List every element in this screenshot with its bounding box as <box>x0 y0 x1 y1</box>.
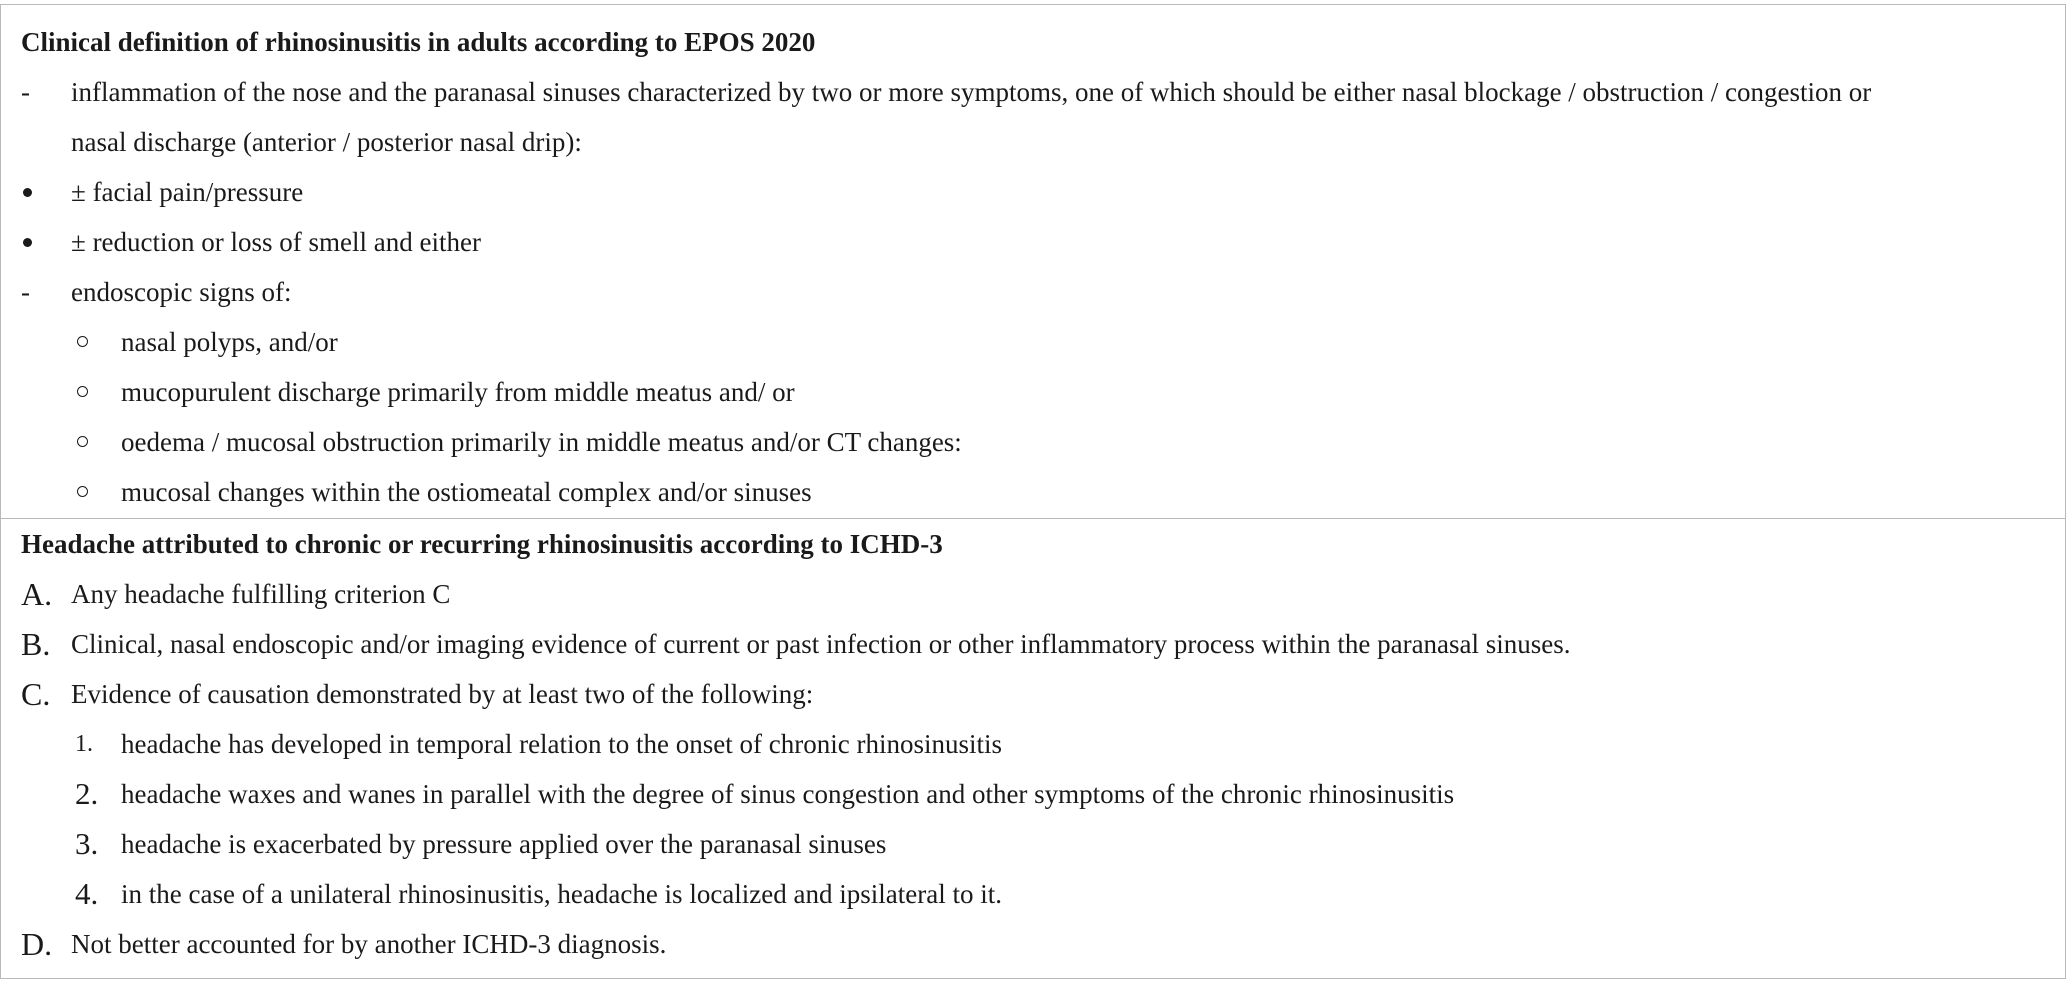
epos-section <box>1 5 2065 518</box>
list-item-text: ± reduction or loss of smell and either <box>71 227 481 257</box>
list-item-text: oedema / mucosal obstruction primarily in middle meatus and/or CT changes: <box>121 427 962 457</box>
criterion-text: Evidence of causation demonstrated by at least two of the following: <box>71 679 814 709</box>
list-item-text: ± facial pain/pressure <box>71 177 304 207</box>
list-item-text: mucopurulent discharge primarily from middle meatus and/ or <box>121 377 795 407</box>
circle-bullet-icon <box>77 386 88 397</box>
sub-criterion-number: 2. <box>75 776 99 811</box>
criterion-letter: B. <box>21 626 51 662</box>
list-item-continuation <box>1 117 2065 167</box>
sub-criterion-item <box>1 769 2065 819</box>
sub-list-item <box>1 367 2065 417</box>
criterion-text: headache waxes and wanes in parallel with the degree of sinus congestion and other symptoms of the chronic rhinosinusitis <box>121 779 1455 809</box>
list-item-text: nasal discharge (anterior / posterior nasal drip): <box>71 127 582 157</box>
circle-bullet-icon <box>77 436 88 447</box>
criterion-item <box>1 569 2065 619</box>
list-item-text: endoscopic signs of: <box>71 277 292 307</box>
sub-list-item <box>1 417 2065 467</box>
criterion-text: headache has developed in temporal relation to the onset of chronic rhinosinusitis <box>121 729 1002 759</box>
sub-criterion-number: 4. <box>75 876 99 911</box>
criterion-letter: D. <box>21 926 53 962</box>
list-item-text: mucosal changes within the ostiomeatal complex and/or sinuses <box>121 477 812 507</box>
sub-list-item <box>1 317 2065 367</box>
sub-criterion-item <box>1 869 2065 919</box>
criterion-item <box>1 919 2065 969</box>
list-item-text: inflammation of the nose and the paranasal sinuses characterized by two or more symptoms, one of which should be either nasal blockage / obstruction / congestion or <box>71 77 1872 107</box>
list-item-text: nasal polyps, and/or <box>121 327 338 357</box>
list-item <box>1 267 2065 317</box>
list-item <box>1 67 2065 117</box>
sub-criterion-number: 3. <box>75 826 99 861</box>
dash-marker: - <box>21 77 30 107</box>
criterion-text: headache is exacerbated by pressure applied over the paranasal sinuses <box>121 829 887 859</box>
bullet-icon <box>23 238 32 247</box>
criterion-text: Clinical, nasal endoscopic and/or imaging evidence of current or past infection or other inflammatory process within the paranasal sinuses. <box>71 629 1571 659</box>
section-title: Clinical definition of rhinosinusitis in adults according to EPOS 2020 <box>21 27 816 57</box>
criterion-text: in the case of a unilateral rhinosinusitis, headache is localized and ipsilateral to it. <box>121 879 1002 909</box>
section-title: Headache attributed to chronic or recurring rhinosinusitis according to ICHD-3 <box>21 529 943 559</box>
circle-bullet-icon <box>77 336 88 347</box>
criteria-table <box>0 4 2066 979</box>
list-item <box>1 217 2065 267</box>
circle-bullet-icon <box>77 486 88 497</box>
list-item <box>1 167 2065 217</box>
criterion-item <box>1 619 2065 669</box>
sub-criterion-item <box>1 719 2065 769</box>
sub-criterion-number: 1. <box>75 731 93 757</box>
criterion-text: Not better accounted for by another ICHD-3 diagnosis. <box>71 929 667 959</box>
dash-marker: - <box>21 277 30 307</box>
criterion-letter: A. <box>21 576 53 612</box>
sub-criterion-item <box>1 819 2065 869</box>
criterion-item <box>1 669 2065 719</box>
ichd-section <box>1 518 2065 979</box>
bullet-icon <box>23 188 32 197</box>
criterion-text: Any headache fulfilling criterion C <box>71 579 451 609</box>
sub-list-item <box>1 467 2065 517</box>
criterion-letter: C. <box>21 676 51 712</box>
